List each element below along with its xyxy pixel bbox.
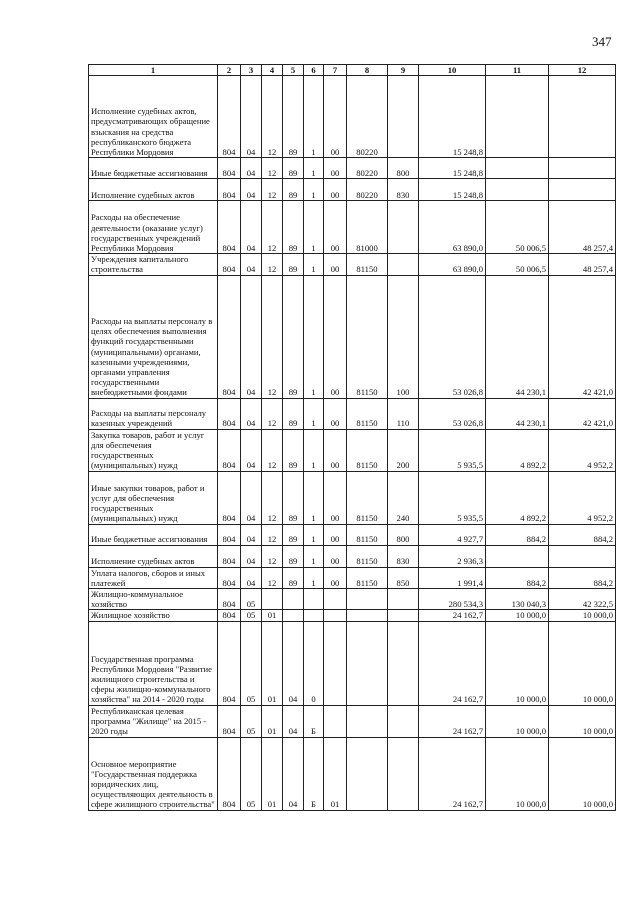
table-cell: 24 162,7 <box>419 610 486 621</box>
table-cell: 12 <box>262 567 283 588</box>
table-cell: 00 <box>324 275 347 398</box>
table-cell <box>304 589 324 610</box>
table-cell: 48 257,4 <box>549 201 616 254</box>
table-cell <box>347 589 388 610</box>
table-cell: 280 534,3 <box>419 589 486 610</box>
table-cell: 804 <box>218 429 241 471</box>
table-row <box>89 567 616 588</box>
table-cell: 12 <box>262 201 283 254</box>
table-cell: 884,2 <box>549 524 616 545</box>
table-cell: 04 <box>241 201 262 254</box>
table-cell: 00 <box>324 76 347 158</box>
table-cell <box>324 621 347 705</box>
table-cell: 00 <box>324 158 347 179</box>
table-cell: 1 <box>304 545 324 567</box>
table-cell <box>347 610 388 621</box>
table-cell: 04 <box>283 737 304 810</box>
table-cell: 53 026,8 <box>419 275 486 398</box>
table-cell <box>388 610 419 621</box>
table-cell: 5 935,5 <box>419 429 486 471</box>
table-cell: 200 <box>388 429 419 471</box>
table-cell: 04 <box>283 705 304 737</box>
row-name-cell: Расходы на выплаты персоналу в целях обеспечения выполнения функций государственными (муниципальными) органами, казенными учреждениями, органами управления государственными внебюджетными фондами <box>89 275 218 398</box>
table-cell: 804 <box>218 158 241 179</box>
table-cell <box>388 254 419 275</box>
table-cell: 100 <box>388 275 419 398</box>
column-header: 1 <box>89 65 218 76</box>
column-header: 2 <box>218 65 241 76</box>
row-name-cell: Исполнение судебных актов <box>89 179 218 201</box>
table-cell: 00 <box>324 545 347 567</box>
row-name-cell: Жилищное хозяйство <box>89 610 218 621</box>
table-row <box>89 621 616 705</box>
table-cell: 81150 <box>347 567 388 588</box>
table-cell: 05 <box>241 589 262 610</box>
header-row <box>89 65 616 76</box>
table-cell: 10 000,0 <box>486 705 549 737</box>
table-cell <box>549 179 616 201</box>
table-cell: 89 <box>283 471 304 524</box>
table-cell: 89 <box>283 76 304 158</box>
table-cell: 2 936,3 <box>419 545 486 567</box>
table-cell: 830 <box>388 545 419 567</box>
row-name-cell: Жилищно-коммунальное хозяйство <box>89 589 218 610</box>
table-cell <box>486 179 549 201</box>
table-cell: 04 <box>241 254 262 275</box>
table-cell: 12 <box>262 76 283 158</box>
table-cell: 89 <box>283 179 304 201</box>
table-cell: 89 <box>283 545 304 567</box>
table-row <box>89 275 616 398</box>
table-cell: 10 000,0 <box>486 737 549 810</box>
table-cell <box>347 621 388 705</box>
table-cell: 804 <box>218 737 241 810</box>
budget-table <box>88 64 616 811</box>
table-cell: 130 040,3 <box>486 589 549 610</box>
table-cell: 800 <box>388 524 419 545</box>
row-name-cell: Расходы на обеспечение деятельности (оказание услуг) государственных учреждений Республики Мордовия <box>89 201 218 254</box>
table-cell: 80220 <box>347 158 388 179</box>
table-cell <box>486 76 549 158</box>
table-cell: 1 <box>304 201 324 254</box>
table-cell: 89 <box>283 201 304 254</box>
table-cell: 04 <box>241 398 262 429</box>
table-cell: 89 <box>283 158 304 179</box>
table-cell: 89 <box>283 524 304 545</box>
table-row <box>89 429 616 471</box>
table-row <box>89 471 616 524</box>
row-name-cell: Расходы на выплаты персоналу казенных учреждений <box>89 398 218 429</box>
table-cell: 12 <box>262 545 283 567</box>
table-cell: 04 <box>241 545 262 567</box>
table-cell: 240 <box>388 471 419 524</box>
row-name-cell: Основное мероприятие "Государственная поддержка юридических лиц, осуществляющих деятельность в сфере жилищного строительства" <box>89 737 218 810</box>
table-cell: 53 026,8 <box>419 398 486 429</box>
table-cell: 10 000,0 <box>549 705 616 737</box>
table-row <box>89 179 616 201</box>
table-cell: 1 <box>304 524 324 545</box>
table-cell: Б <box>304 705 324 737</box>
table-cell: 00 <box>324 254 347 275</box>
table-cell: 00 <box>324 567 347 588</box>
table-cell: 110 <box>388 398 419 429</box>
table-cell <box>388 589 419 610</box>
table-cell: 804 <box>218 589 241 610</box>
table-cell: 804 <box>218 705 241 737</box>
table-cell: 50 006,5 <box>486 254 549 275</box>
table-cell: 01 <box>262 705 283 737</box>
table-row <box>89 76 616 158</box>
table-cell: 01 <box>262 610 283 621</box>
table-cell: 804 <box>218 201 241 254</box>
table-cell: 4 952,2 <box>549 429 616 471</box>
table-cell <box>262 589 283 610</box>
table-cell: 804 <box>218 567 241 588</box>
table-cell: 05 <box>241 610 262 621</box>
table-cell: 89 <box>283 275 304 398</box>
table-row <box>89 524 616 545</box>
table-cell: 804 <box>218 76 241 158</box>
table-row <box>89 705 616 737</box>
table-cell: 89 <box>283 429 304 471</box>
table-cell: 12 <box>262 158 283 179</box>
table-cell <box>388 201 419 254</box>
table-cell: 10 000,0 <box>549 610 616 621</box>
table-cell: 42 322,5 <box>549 589 616 610</box>
table-cell: 04 <box>241 179 262 201</box>
table-cell: 884,2 <box>549 567 616 588</box>
column-header: 11 <box>486 65 549 76</box>
table-cell <box>486 158 549 179</box>
table-cell <box>549 76 616 158</box>
table-row <box>89 254 616 275</box>
row-name-cell: Исполнение судебных актов, предусматривающих обращение взыскания на средства республиканского бюджета Республики Мордовия <box>89 76 218 158</box>
table-row <box>89 201 616 254</box>
table-cell: 81150 <box>347 254 388 275</box>
table-cell: 81150 <box>347 398 388 429</box>
table-cell <box>347 705 388 737</box>
table-cell: 1 <box>304 398 324 429</box>
table-cell: 12 <box>262 398 283 429</box>
table-cell: 89 <box>283 567 304 588</box>
table-cell: 800 <box>388 158 419 179</box>
table-cell: 4 892,2 <box>486 471 549 524</box>
table-cell: 12 <box>262 254 283 275</box>
table-cell: 1 <box>304 158 324 179</box>
table-cell: 81150 <box>347 429 388 471</box>
table-cell: 4 892,2 <box>486 429 549 471</box>
table-cell: 04 <box>241 275 262 398</box>
table-cell: 884,2 <box>486 524 549 545</box>
table-row <box>89 158 616 179</box>
table-cell: 44 230,1 <box>486 275 549 398</box>
table-row <box>89 398 616 429</box>
row-name-cell: Иные бюджетные ассигнования <box>89 158 218 179</box>
table-cell: 804 <box>218 275 241 398</box>
table-cell: 12 <box>262 471 283 524</box>
column-header: 3 <box>241 65 262 76</box>
table-cell: 81150 <box>347 524 388 545</box>
table-cell: 42 421,0 <box>549 398 616 429</box>
table-cell: 804 <box>218 621 241 705</box>
table-cell: 81000 <box>347 201 388 254</box>
table-cell: 81150 <box>347 545 388 567</box>
table-cell: 81150 <box>347 471 388 524</box>
table-cell: 1 <box>304 471 324 524</box>
table-cell <box>304 610 324 621</box>
table-cell <box>283 610 304 621</box>
table-cell: 1 <box>304 429 324 471</box>
table-cell <box>388 705 419 737</box>
table-cell: 15 248,8 <box>419 76 486 158</box>
table-cell: 804 <box>218 524 241 545</box>
row-name-cell: Государственная программа Республики Мордовия "Развитие жилищного строительства и сферы жилищно-коммунального хозяйства" на 2014 - 2020 годы <box>89 621 218 705</box>
table-cell: 1 <box>304 275 324 398</box>
table-cell: 04 <box>283 621 304 705</box>
table-cell <box>486 545 549 567</box>
table-cell: 850 <box>388 567 419 588</box>
column-header: 7 <box>324 65 347 76</box>
table-cell: 10 000,0 <box>549 737 616 810</box>
table-cell: 44 230,1 <box>486 398 549 429</box>
row-name-cell: Уплата налогов, сборов и иных платежей <box>89 567 218 588</box>
row-name-cell: Учреждения капитального строительства <box>89 254 218 275</box>
column-header: 12 <box>549 65 616 76</box>
table-cell: 81150 <box>347 275 388 398</box>
page-number: 347 <box>592 34 612 49</box>
table-cell: 00 <box>324 398 347 429</box>
table-cell: 804 <box>218 398 241 429</box>
table-cell: 5 935,5 <box>419 471 486 524</box>
table-cell: 48 257,4 <box>549 254 616 275</box>
table-body <box>89 76 616 810</box>
table-cell: 24 162,7 <box>419 621 486 705</box>
table-cell: 05 <box>241 737 262 810</box>
table-cell: 00 <box>324 429 347 471</box>
table-cell: 00 <box>324 471 347 524</box>
table-row <box>89 589 616 610</box>
table-cell: 12 <box>262 179 283 201</box>
table-cell: Б <box>304 737 324 810</box>
table-cell: 04 <box>241 524 262 545</box>
row-name-cell: Республиканская целевая программа "Жилище" на 2015 - 2020 годы <box>89 705 218 737</box>
column-header: 8 <box>347 65 388 76</box>
table-cell <box>549 158 616 179</box>
table-cell: 804 <box>218 471 241 524</box>
table-cell: 63 890,0 <box>419 201 486 254</box>
table-cell: 00 <box>324 201 347 254</box>
table-cell: 804 <box>218 545 241 567</box>
table-cell: 05 <box>241 621 262 705</box>
table-cell: 63 890,0 <box>419 254 486 275</box>
table-cell: 80220 <box>347 76 388 158</box>
table-cell: 01 <box>262 737 283 810</box>
table-cell: 12 <box>262 429 283 471</box>
row-name-cell: Иные бюджетные ассигнования <box>89 524 218 545</box>
row-name-cell: Закупка товаров, работ и услуг для обеспечения государственных (муниципальных) нужд <box>89 429 218 471</box>
table-cell: 10 000,0 <box>549 621 616 705</box>
table-cell <box>388 737 419 810</box>
row-name-cell: Иные закупки товаров, работ и услуг для обеспечения государственных (муниципальных) нужд <box>89 471 218 524</box>
table-cell: 15 248,8 <box>419 158 486 179</box>
table-cell: 804 <box>218 610 241 621</box>
table-cell: 804 <box>218 179 241 201</box>
table-cell: 12 <box>262 275 283 398</box>
table-cell: 89 <box>283 398 304 429</box>
table-cell: 15 248,8 <box>419 179 486 201</box>
table-cell: 884,2 <box>486 567 549 588</box>
table-cell: 80220 <box>347 179 388 201</box>
table-cell: 804 <box>218 254 241 275</box>
table-cell: 4 952,2 <box>549 471 616 524</box>
table-cell <box>324 705 347 737</box>
table-cell: 1 <box>304 76 324 158</box>
table-row <box>89 737 616 810</box>
table-cell: 50 006,5 <box>486 201 549 254</box>
table-row <box>89 610 616 621</box>
column-header: 5 <box>283 65 304 76</box>
table-cell: 04 <box>241 429 262 471</box>
table-cell: 1 <box>304 179 324 201</box>
table-cell: 24 162,7 <box>419 737 486 810</box>
table-cell: 01 <box>324 737 347 810</box>
table-cell: 0 <box>304 621 324 705</box>
table-cell: 04 <box>241 471 262 524</box>
table-cell: 12 <box>262 524 283 545</box>
column-header: 10 <box>419 65 486 76</box>
table-cell: 10 000,0 <box>486 621 549 705</box>
table-cell <box>324 589 347 610</box>
table-cell <box>324 610 347 621</box>
table-cell: 4 927,7 <box>419 524 486 545</box>
table-cell <box>388 621 419 705</box>
table-cell: 1 991,4 <box>419 567 486 588</box>
table-cell: 10 000,0 <box>486 610 549 621</box>
column-header: 6 <box>304 65 324 76</box>
table-row <box>89 545 616 567</box>
table-cell <box>347 737 388 810</box>
table-cell: 830 <box>388 179 419 201</box>
table-cell: 00 <box>324 179 347 201</box>
table-cell: 04 <box>241 158 262 179</box>
row-name-cell: Исполнение судебных актов <box>89 545 218 567</box>
table-cell <box>549 545 616 567</box>
table-cell: 00 <box>324 524 347 545</box>
table-cell: 1 <box>304 567 324 588</box>
column-header: 9 <box>388 65 419 76</box>
table-cell: 42 421,0 <box>549 275 616 398</box>
table-cell: 24 162,7 <box>419 705 486 737</box>
table-cell: 05 <box>241 705 262 737</box>
table-cell <box>283 589 304 610</box>
column-header: 4 <box>262 65 283 76</box>
table-cell: 04 <box>241 76 262 158</box>
table-cell: 1 <box>304 254 324 275</box>
table-cell: 89 <box>283 254 304 275</box>
table-cell: 04 <box>241 567 262 588</box>
table-cell <box>388 76 419 158</box>
table-cell: 01 <box>262 621 283 705</box>
